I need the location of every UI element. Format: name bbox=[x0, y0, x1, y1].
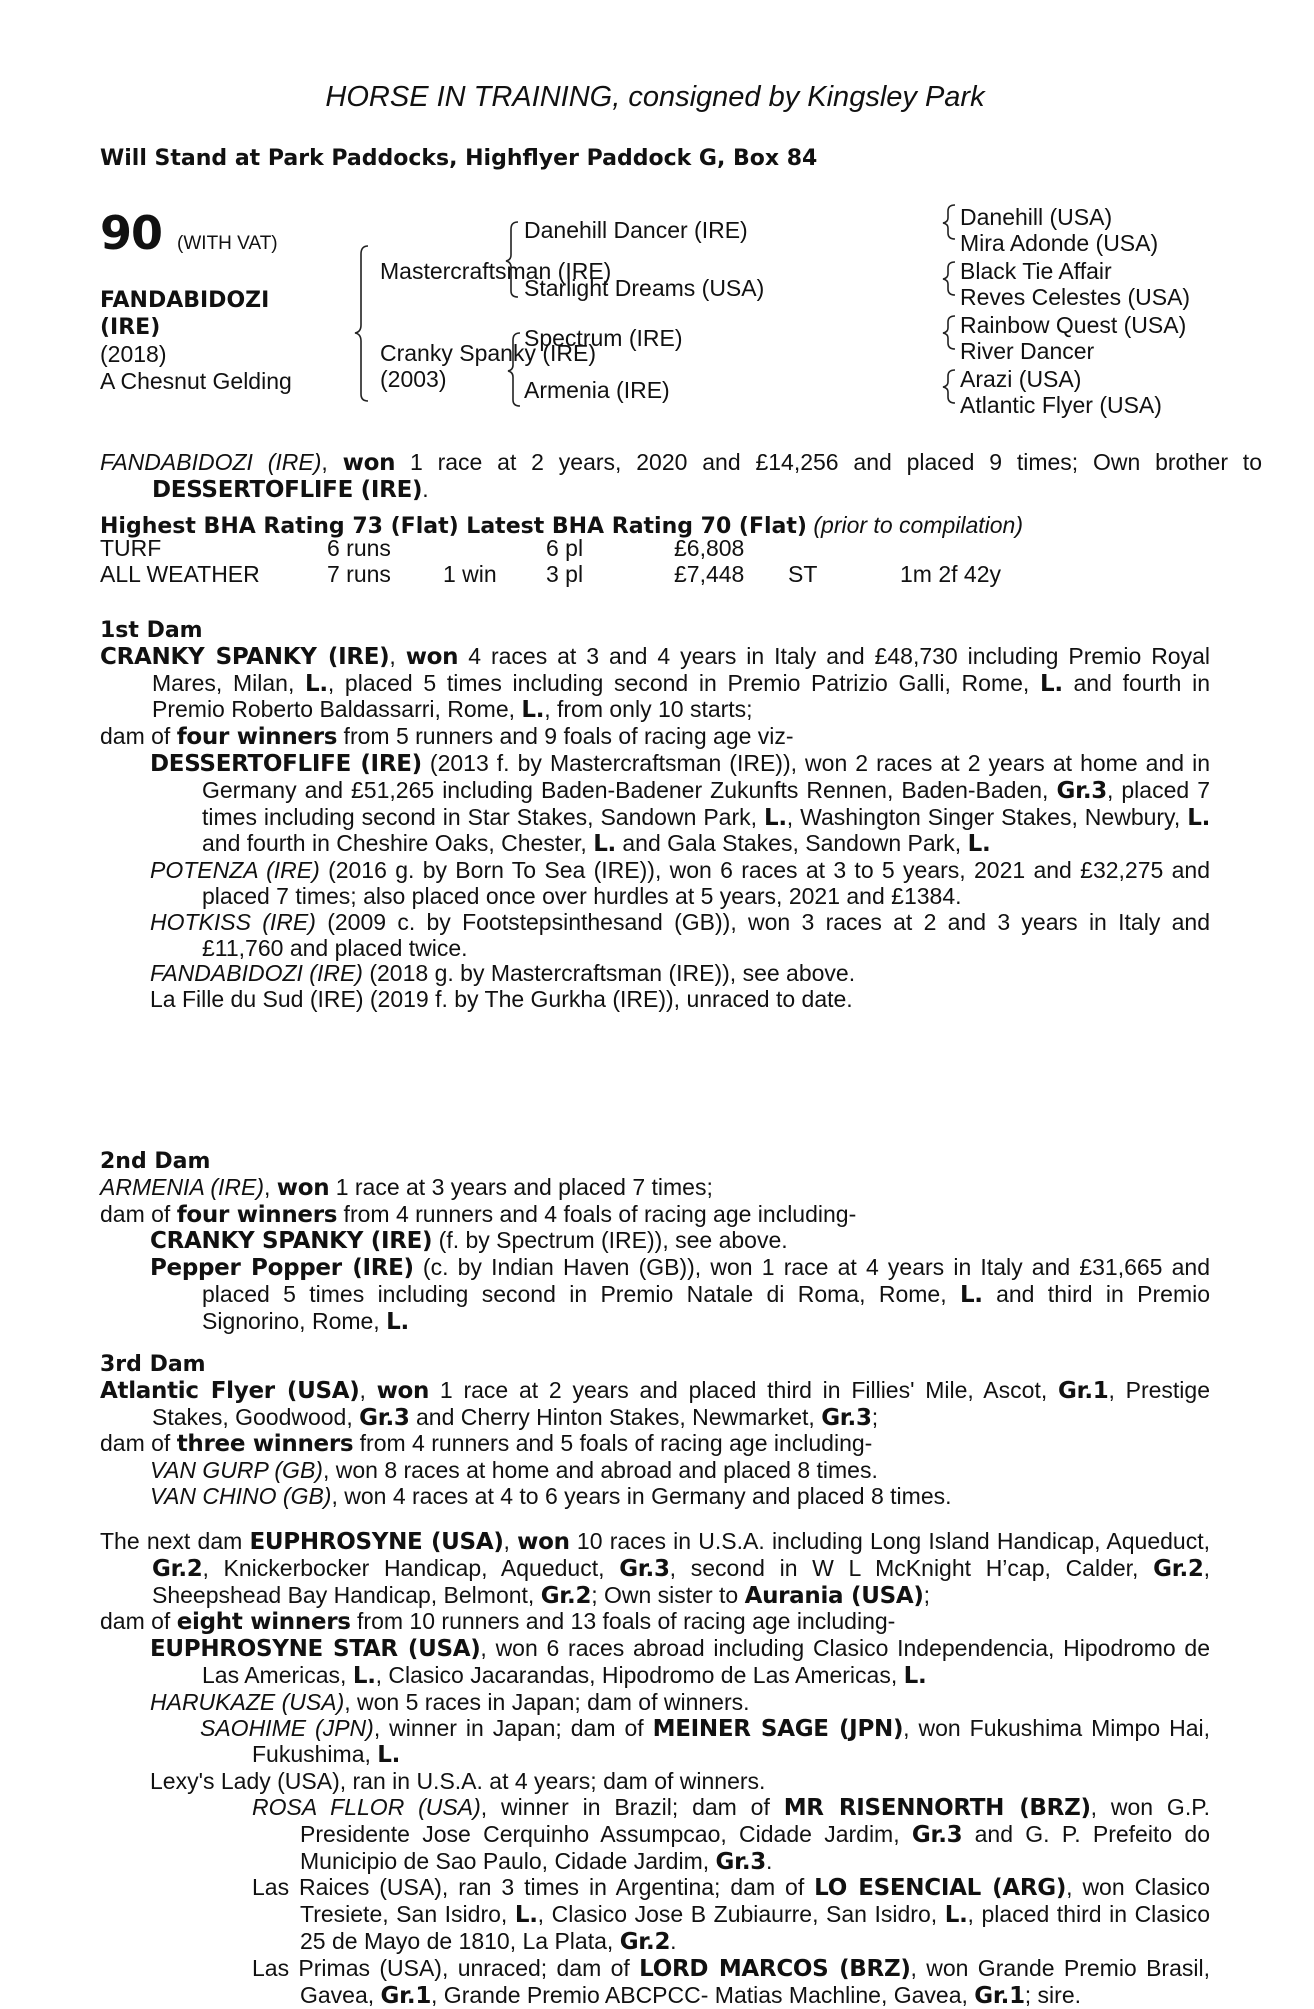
dam1-progeny-3 bbox=[100, 910, 1210, 962]
pedigree-dss: Rainbow Quest (USA) bbox=[960, 312, 1187, 338]
group-marker: Gr.1 bbox=[974, 1982, 1025, 2009]
progeny-text: Las Raices (USA), ran 3 times in Argentina; dam of bbox=[252, 1874, 815, 1901]
dam1-progeny-1 bbox=[100, 751, 1210, 858]
nextdam-produce-summary bbox=[100, 1609, 1210, 1636]
record-earnings: £6,808 bbox=[674, 535, 745, 561]
dam2-text: 1 race at 3 years and placed 7 times; bbox=[329, 1173, 713, 1200]
dam2-won: won bbox=[276, 1174, 330, 1201]
dam2-progeny-1 bbox=[100, 1228, 1210, 1255]
listed-marker: L. bbox=[763, 804, 787, 831]
listed-marker: L. bbox=[521, 697, 545, 724]
damof-text: from 5 runners and 9 foals of racing age viz- bbox=[337, 723, 794, 750]
dam3-text: ; bbox=[871, 1403, 879, 1430]
nextdam-text: , Sheepshead Bay Handicap, Belmont, bbox=[152, 1554, 1210, 1608]
progeny-name: DESSERTOFLIFE (IRE) bbox=[150, 750, 422, 777]
group-marker: Gr.2 bbox=[1153, 1555, 1204, 1582]
record-going: ST bbox=[788, 561, 818, 587]
horse-name-line1: FANDABIDOZI bbox=[100, 288, 270, 313]
dam3-name: Atlantic Flyer (USA) bbox=[100, 1377, 360, 1404]
listed-marker: L. bbox=[1187, 804, 1211, 831]
dam2-record: ARMENIA (IRE), won 1 race at 3 years and placed 7 times; bbox=[100, 1173, 713, 1201]
page-title: HORSE IN TRAINING, consigned by Kingsley Park bbox=[325, 81, 985, 113]
horse-year: (2018) bbox=[100, 341, 167, 367]
dam1-text: 4 races at 3 and 4 years in Italy and £48,730 including Premio Royal Mares, Milan, bbox=[152, 642, 1210, 696]
progeny-name: Pepper Popper (IRE) bbox=[150, 1255, 414, 1282]
progeny-text: (2016 g. by Born To Sea (IRE)), won 6 races at 3 to 5 years, 2021 and £32,275 and placed 7 times; also placed once over hurdles at 5 years, 2021 and £1384. bbox=[202, 857, 1210, 909]
pedigree-ddd: Atlantic Flyer (USA) bbox=[960, 392, 1162, 418]
progeny-name: VAN GURP (GB) bbox=[150, 1457, 323, 1484]
dam3-progeny-1 bbox=[100, 1458, 1210, 1484]
horse-description: A Chesnut Gelding bbox=[100, 368, 292, 394]
vat-note: (WITH VAT) bbox=[177, 233, 278, 254]
dam3-progeny-2 bbox=[100, 1484, 1210, 1510]
nextdam-text: , Knickerbocker Handicap, Aqueduct, bbox=[202, 1554, 620, 1581]
nextdam-progeny-3c bbox=[100, 1956, 1210, 2009]
nextdam-won: won bbox=[517, 1529, 570, 1555]
progeny-name: CRANKY SPANKY (IRE) bbox=[150, 1228, 433, 1255]
damof-text: from 10 runners and 13 foals of racing age including- bbox=[350, 1608, 896, 1635]
record-wins bbox=[443, 536, 546, 562]
dam2-heading: 2nd Dam bbox=[100, 1149, 211, 1174]
dam1-won: won bbox=[405, 643, 459, 670]
group-marker: Gr.3 bbox=[619, 1555, 670, 1582]
nextdam-text: ; bbox=[923, 1581, 930, 1608]
progeny-text: (2018 g. by Mastercraftsman (IRE)), see above. bbox=[362, 960, 856, 987]
dam1-text: and fourth in Premio Roberto Baldassarri, Rome, bbox=[152, 669, 1210, 723]
record-earnings: £7,448 bbox=[674, 561, 745, 587]
damof-winners: three winners bbox=[176, 1431, 354, 1458]
dam1-progeny-5: La Fille du Sud (IRE) (2019 f. by The Gurkha (IRE)), unraced to date. bbox=[150, 986, 853, 1013]
progeny-name: HARUKAZE (USA) bbox=[150, 1688, 345, 1715]
damof-winners: four winners bbox=[176, 1201, 338, 1228]
record-row-aw bbox=[100, 562, 1210, 588]
pedigree-dam-sire: Spectrum (IRE) bbox=[524, 325, 683, 351]
progeny-name: HOTKISS (IRE) bbox=[150, 908, 316, 935]
listed-marker: L. bbox=[959, 1281, 983, 1308]
nextdam-progeny-2a bbox=[100, 1716, 1210, 1770]
progeny-text: , placed 7 times including second in Star Stakes, Sandown Park, bbox=[202, 776, 1210, 830]
progeny-name: EUPHROSYNE STAR (USA) bbox=[150, 1636, 481, 1663]
dam2-section bbox=[100, 1149, 1210, 1336]
progeny-name: VAN CHINO (GB) bbox=[150, 1482, 332, 1509]
record-distance: 1m 2f 42y bbox=[900, 561, 1001, 587]
progeny-text: (2013 f. by Mastercraftsman (IRE)), won 2 races at 2 years at home and in Germany and £51,265 including Baden-Badener Zukunfts Rennen, Baden-Baden, bbox=[202, 749, 1210, 803]
progeny-text: . bbox=[670, 1927, 677, 1954]
damof-text: dam of bbox=[100, 723, 177, 750]
brace-armenia bbox=[943, 370, 955, 403]
brace-starlight-dreams bbox=[943, 262, 955, 295]
damof-text: from 4 runners and 4 foals of racing age including- bbox=[337, 1200, 857, 1227]
nextdam-progeny-3b bbox=[100, 1875, 1210, 1955]
listed-marker: L. bbox=[305, 670, 328, 697]
progeny-text: and third in Premio Signorino, Rome, bbox=[202, 1280, 1210, 1334]
pedigree-sds: Black Tie Affair bbox=[960, 258, 1112, 284]
nextdam-progeny-3: Lexy's Lady (USA), ran in U.S.A. at 4 years; dam of winners. bbox=[150, 1768, 766, 1795]
pedigree-sdd: Reves Celestes (USA) bbox=[960, 284, 1191, 310]
nextdam-text: , second in W L McKnight H’cap, Calder, bbox=[669, 1554, 1154, 1581]
lot-number-value: 90 bbox=[100, 206, 163, 260]
horse-name-line2: (IRE) bbox=[100, 315, 161, 340]
progeny-text: Las Primas (USA), unraced; dam of bbox=[252, 1954, 640, 1981]
progeny-text: , won 6 races abroad including Clasico Independencia, Hipodromo de Las Americas, bbox=[202, 1635, 1210, 1688]
brace-spectrum bbox=[943, 316, 955, 349]
listed-marker: L. bbox=[514, 1902, 538, 1929]
nextdam-section bbox=[100, 1529, 1210, 2009]
listed-marker: L. bbox=[944, 1902, 968, 1929]
progeny-bold: MEINER SAGE (JPN) bbox=[652, 1715, 904, 1742]
group-marker: Gr.3 bbox=[715, 1848, 766, 1875]
listed-marker: L. bbox=[593, 831, 616, 858]
progeny-text: and Gala Stakes, Sandown Park, bbox=[616, 830, 968, 857]
dam1-text: , placed 5 times including second in Premio Patrizio Galli, Rome, bbox=[327, 669, 1040, 696]
progeny-text: , won 8 races at home and abroad and placed 8 times. bbox=[322, 1457, 878, 1484]
group-marker: Gr.1 bbox=[1057, 1377, 1109, 1404]
progeny-text: and G. P. Prefeito do Municipio de Sao Paulo, Cidade Jardim, bbox=[300, 1820, 1210, 1874]
record-placed: 3 pl bbox=[546, 561, 584, 587]
progeny-text: (f. by Spectrum (IRE)), see above. bbox=[432, 1227, 788, 1254]
record-row-turf bbox=[100, 536, 1210, 562]
damof-winners: eight winners bbox=[176, 1609, 351, 1636]
group-marker: Gr.1 bbox=[380, 1982, 432, 2009]
progeny-text: . bbox=[766, 1847, 773, 1874]
nextdam-text: ; Own sister to bbox=[591, 1581, 745, 1608]
progeny-text: (2009 c. by Footstepsinthesand (GB)), won 3 races at 2 and 3 years in Italy and £11,760 and placed twice. bbox=[202, 908, 1210, 961]
progeny-text: , placed third in Clasico 25 de Mayo de 1810, La Plata, bbox=[300, 1901, 1210, 1954]
group-marker: Gr.3 bbox=[911, 1821, 963, 1848]
dam3-record: Atlantic Flyer (USA), won 1 race at 2 years and placed third in Fillies' Mile, Ascot, Gr.1, Prestige Stakes, Goodwood, Gr.3 and Cherry Hinton Stakes, Newmarket, Gr.3; bbox=[100, 1376, 1210, 1431]
record-runs: 6 runs bbox=[327, 535, 391, 561]
pedigree-ssd: Mira Adonde (USA) bbox=[960, 230, 1159, 256]
nextdam-progeny-1 bbox=[100, 1636, 1210, 1690]
damof-text: from 4 runners and 5 foals of racing age including- bbox=[353, 1430, 873, 1457]
pedigree-sire-dam: Starlight Dreams (USA) bbox=[524, 275, 765, 301]
progeny-bold: LO ESENCIAL (ARG) bbox=[814, 1875, 1067, 1902]
dam3-won: won bbox=[376, 1377, 430, 1404]
group-marker: Gr.2 bbox=[540, 1582, 592, 1609]
stand-location: Will Stand at Park Paddocks, Highflyer Paddock G, Box 84 bbox=[100, 146, 818, 171]
progeny-text: , winner in Japan; dam of bbox=[373, 1714, 653, 1741]
nextdam-progeny-2 bbox=[100, 1690, 1210, 1716]
ratings-label: Highest BHA Rating 73 (Flat) Latest BHA Rating 70 (Flat) bbox=[100, 514, 807, 539]
progeny-name: POTENZA (IRE) bbox=[150, 857, 320, 884]
dam1-section bbox=[100, 618, 1210, 1013]
pedigree-dam-dam: Armenia (IRE) bbox=[524, 377, 670, 403]
group-marker: Gr.3 bbox=[359, 1404, 410, 1431]
dam1-progeny-4 bbox=[100, 961, 1210, 987]
progeny-text: , won Grande Premio Brasil, Gavea, bbox=[300, 1954, 1210, 2008]
dam3-heading: 3rd Dam bbox=[100, 1352, 206, 1377]
pedigree-dam: Cranky Spanky (IRE) bbox=[380, 340, 597, 366]
dam3-text: and Cherry Hinton Stakes, Newmarket, bbox=[409, 1403, 822, 1430]
progeny-text: , Clasico Jacarandas, Hipodromo de Las Americas, bbox=[375, 1661, 904, 1688]
dam3-text: , Prestige Stakes, Goodwood, bbox=[152, 1376, 1210, 1430]
dam3-section bbox=[100, 1352, 1210, 1510]
progeny-text: , Washington Singer Stakes, Newbury, bbox=[786, 803, 1188, 830]
nextdam-intro: The next dam bbox=[100, 1528, 250, 1554]
listed-marker: L. bbox=[377, 1742, 401, 1769]
record-runs: 7 runs bbox=[327, 561, 391, 587]
listed-marker: L. bbox=[967, 831, 991, 858]
listed-marker: L. bbox=[1040, 670, 1063, 697]
pedigree-sss: Danehill (USA) bbox=[960, 204, 1113, 230]
dam1-name: CRANKY SPANKY (IRE) bbox=[100, 643, 390, 670]
progeny-text: , won 5 races in Japan; dam of winners. bbox=[344, 1688, 750, 1715]
dam3-text: 1 race at 2 years and placed third in Fillies' Mile, Ascot, bbox=[429, 1376, 1058, 1403]
progeny-bold: MR RISENNORTH (BRZ) bbox=[783, 1794, 1091, 1821]
listed-marker: L. bbox=[352, 1662, 376, 1689]
nextdam-record: The next dam EUPHROSYNE (USA), won 10 races in U.S.A. including Long Island Handicap, Aqueduct, Gr.2, Knickerbocker Handicap, Aqueduct, Gr.3, second in W L McKnight H’cap, Calder, Gr.2, Sheepshead Bay Handicap, Belmont, Gr.2; Own sister to Aurania (USA); bbox=[100, 1528, 1211, 1609]
dam1-produce-summary bbox=[100, 724, 1210, 751]
progeny-name: FANDABIDOZI (IRE) bbox=[150, 960, 363, 987]
pedigree-dds: Arazi (USA) bbox=[960, 366, 1082, 392]
brace-danehill-dancer bbox=[943, 205, 955, 239]
nextdam-progeny-3a bbox=[100, 1795, 1210, 1875]
dam1-record: CRANKY SPANKY (IRE), won 4 races at 3 and 4 years in Italy and £48,730 including Premio Royal Mares, Milan, L., placed 5 times including second in Premio Patrizio Galli, Rome, L. and fourth in Premio Roberto Baldassarri, Rome, L., from only 10 starts; bbox=[100, 642, 1210, 724]
dam3-produce-summary bbox=[100, 1431, 1210, 1458]
record-surface: ALL WEATHER bbox=[100, 561, 260, 587]
summary-horse-name: FANDABIDOZI (IRE) bbox=[100, 449, 322, 475]
progeny-text: , won Fukushima Mimpo Hai, Fukushima, bbox=[252, 1714, 1210, 1768]
group-marker: Gr.2 bbox=[152, 1555, 203, 1582]
group-marker: Gr.2 bbox=[619, 1928, 671, 1955]
summary-won: won bbox=[342, 450, 396, 476]
progeny-text: , Clasico Jose B Zubiaurre, San Isidro, bbox=[537, 1901, 945, 1928]
record-placed: 6 pl bbox=[546, 535, 584, 561]
dam2-name: ARMENIA (IRE) bbox=[100, 1173, 264, 1200]
pedigree-sire: Mastercraftsman (IRE) bbox=[380, 258, 612, 284]
sire-dam-brace bbox=[355, 246, 368, 401]
progeny-text: , winner in Brazil; dam of bbox=[480, 1793, 784, 1820]
pedigree-dsd: River Dancer bbox=[960, 338, 1095, 364]
damof-text: dam of bbox=[100, 1608, 177, 1635]
damof-text: dam of bbox=[100, 1200, 177, 1227]
summary-brother: DESSERTOFLIFE (IRE) bbox=[152, 476, 423, 503]
pedigree-dam-year: (2003) bbox=[380, 366, 447, 392]
nextdam-name: EUPHROSYNE (USA) bbox=[249, 1529, 504, 1555]
nextdam-text: 10 races in U.S.A. including Long Island Handicap, Aqueduct, bbox=[569, 1528, 1211, 1554]
summary-end: . bbox=[422, 475, 429, 502]
group-marker: Gr.3 bbox=[1056, 777, 1107, 804]
progeny-bold: LORD MARCOS (BRZ) bbox=[639, 1955, 911, 1982]
dam1-text: , from only 10 starts; bbox=[544, 696, 753, 723]
listed-marker: L. bbox=[903, 1662, 927, 1689]
damof-winners: four winners bbox=[176, 724, 338, 751]
group-marker: Gr.3 bbox=[821, 1404, 872, 1431]
progeny-text: , won G.P. Presidente Jose Cerquinho Assumpcao, Cidade Jardim, bbox=[300, 1793, 1210, 1847]
dam1-progeny-2 bbox=[100, 858, 1210, 910]
damof-text: dam of bbox=[100, 1430, 177, 1457]
record-surface: TURF bbox=[100, 535, 162, 561]
record-wins: 1 win bbox=[443, 561, 497, 587]
progeny-text: (c. by Indian Haven (GB)), won 1 race at 4 years in Italy and £31,665 and placed 5 times including second in Premio Natale di Roma, Rome, bbox=[202, 1254, 1211, 1307]
ratings-note: (prior to compilation) bbox=[813, 512, 1024, 538]
progeny-name: SAOHIME (JPN) bbox=[200, 1714, 374, 1741]
listed-marker: L. bbox=[386, 1308, 409, 1335]
progeny-text: , won 4 races at 4 to 6 years in Germany and placed 8 times. bbox=[331, 1482, 952, 1509]
progeny-text: ; sire. bbox=[1024, 1981, 1082, 2008]
race-summary: FANDABIDOZI (IRE), won 1 race at 2 years, 2020 and £14,256 and placed 9 times; Own brother to DESSERTOFLIFE (IRE). bbox=[100, 449, 1262, 503]
progeny-text: , won Clasico Tresiete, San Isidro, bbox=[300, 1874, 1210, 1928]
dam2-progeny-2 bbox=[100, 1255, 1210, 1335]
dam2-produce-summary bbox=[100, 1202, 1210, 1229]
progeny-text: , Grande Premio ABCPCC- Matias Machline, Gavea, bbox=[431, 1981, 975, 2008]
progeny-name: ROSA FLLOR (USA) bbox=[252, 1793, 481, 1820]
nextdam-sister: Aurania (USA) bbox=[744, 1582, 924, 1609]
dam1-heading: 1st Dam bbox=[100, 618, 203, 643]
summary-text: 1 race at 2 years, 2020 and £14,256 and placed 9 times; Own brother to bbox=[395, 449, 1262, 475]
pedigree-sire-sire: Danehill Dancer (IRE) bbox=[524, 217, 748, 243]
progeny-text: and fourth in Cheshire Oaks, Chester, bbox=[202, 830, 594, 857]
